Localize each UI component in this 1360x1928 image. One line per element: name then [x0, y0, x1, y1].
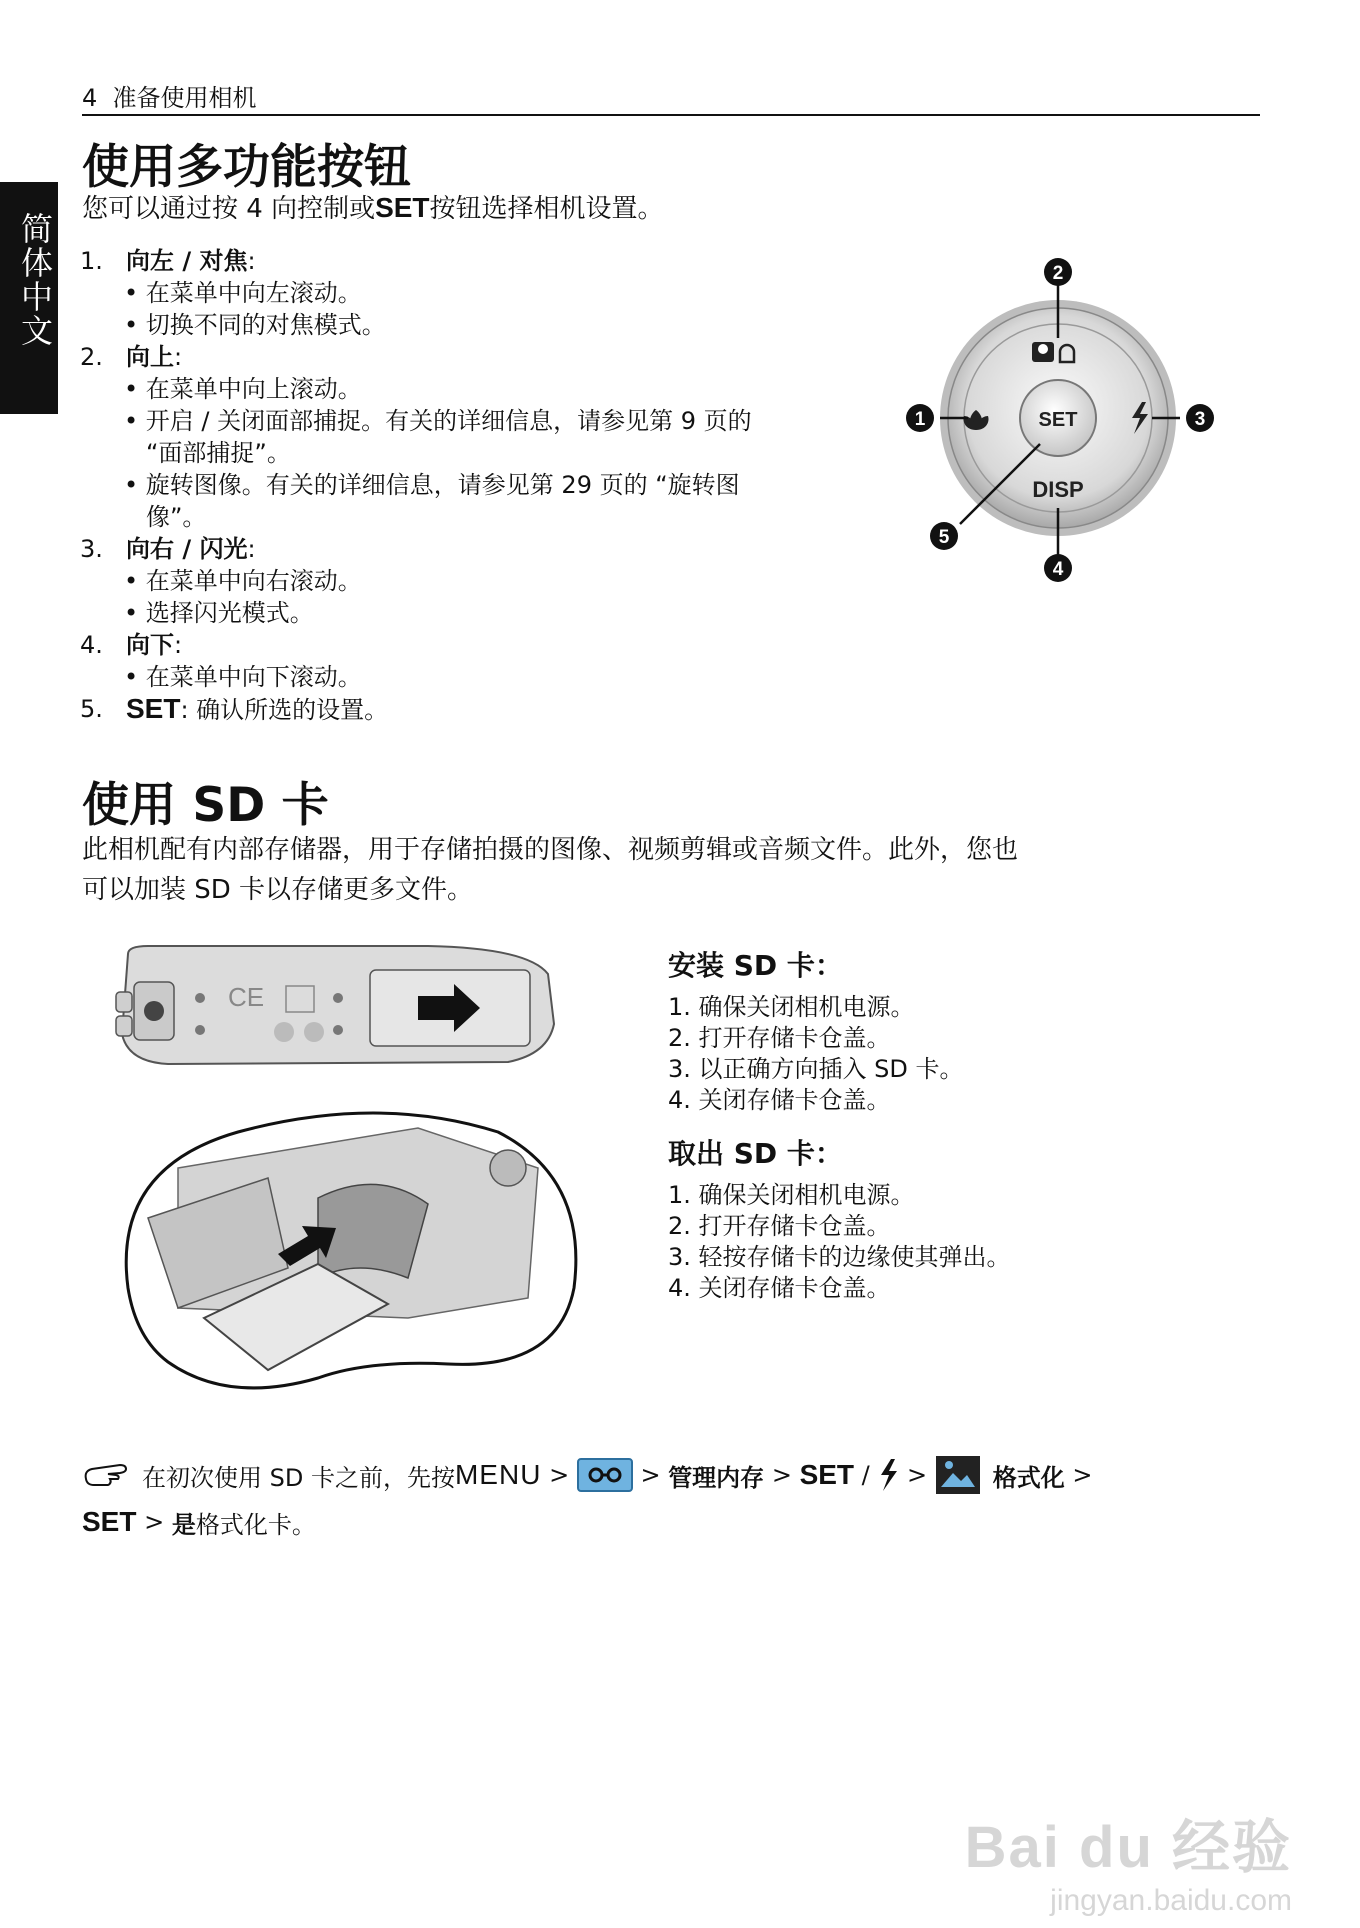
list-bullet: • 开启 / 关闭面部捕捉。有关的详细信息，请参见第 9 页的: [80, 405, 860, 437]
note-gt: >: [1064, 1461, 1093, 1489]
callout-badge-3: [1186, 404, 1214, 432]
note-gt: >: [764, 1461, 800, 1489]
remove-sd-block: [668, 1132, 1268, 1304]
install-step: 3. 以正确方向插入 SD 卡。: [668, 1055, 964, 1083]
item-head: 向左 / 对焦: [126, 247, 248, 275]
list-item: [80, 245, 860, 277]
sd-intro-line-2: 可以加装 SD 卡以存储更多文件。: [82, 875, 474, 905]
disp-label: DISP: [1032, 477, 1084, 502]
format-label: 格式化: [992, 1463, 1065, 1492]
language-label: 简体中文: [16, 212, 54, 348]
install-step: 4. 关闭存储卡仓盖。: [668, 1086, 891, 1114]
sd-intro-line-1: 此相机配有内部存储器，用于存储拍摄的图像、视频剪辑或音频文件。此外，您也: [82, 835, 1019, 865]
list-bullet-continuation: “面部捕捉”。: [146, 439, 291, 467]
list-bullet-continuation: 像”。: [146, 503, 207, 531]
item-head: 向上: [126, 343, 174, 371]
item-number: 3.: [80, 535, 103, 563]
svg-text:CE: CE: [228, 982, 265, 1012]
item-number: 1.: [80, 247, 103, 275]
item-colon: : 确认所选的设置。: [180, 696, 389, 724]
list-item: [80, 693, 860, 727]
item-colon: :: [174, 343, 183, 371]
pointing-hand-icon: [82, 1461, 132, 1489]
callout-badge-4: [1044, 554, 1072, 582]
item-head: 向右 / 闪光: [126, 535, 248, 563]
section-title-sd-card: 使用 SD 卡: [82, 778, 329, 833]
svg-text:5: 5: [938, 527, 950, 548]
sd-intro: [82, 830, 1262, 910]
list-bullet: • 在菜单中向左滚动。: [80, 277, 860, 309]
remove-step: 2. 打开存储卡仓盖。: [668, 1212, 891, 1240]
remove-step: 4. 关闭存储卡仓盖。: [668, 1274, 891, 1302]
flash-icon: [877, 1457, 899, 1493]
list-item: [80, 341, 860, 373]
setup-menu-icon: [577, 1458, 633, 1492]
list-bullet: • 在菜单中向下滚动。: [80, 661, 860, 693]
list-bullet: • 选择闪光模式。: [80, 597, 860, 629]
header-rule: [82, 114, 1260, 116]
button-function-list: [80, 245, 860, 727]
intro-text-a: 您可以通过按 4 向控制或: [82, 194, 376, 224]
chapter-title: 准备使用相机: [112, 84, 257, 112]
svg-text:4: 4: [1052, 559, 1064, 580]
install-steps: [668, 992, 1268, 1116]
callout-badge-5: [930, 522, 958, 550]
install-step: 2. 打开存储卡仓盖。: [668, 1024, 891, 1052]
remove-step: 3. 轻按存储卡的边缘使其弹出。: [668, 1243, 1011, 1271]
sd-card-insert-illustration: [118, 1108, 580, 1392]
item-colon: :: [247, 535, 256, 563]
menu-glyph: MENU: [454, 1459, 542, 1490]
page-number: 4: [82, 84, 98, 112]
svg-text:3: 3: [1194, 409, 1206, 430]
note-gt: >: [899, 1461, 935, 1489]
item-number: 2.: [80, 343, 103, 371]
baidu-watermark: [965, 1800, 1292, 1918]
set-button-label: SET: [1038, 409, 1078, 431]
item-colon: :: [174, 631, 183, 659]
confirm-yes-label: 是: [171, 1510, 196, 1539]
svg-text:2: 2: [1052, 263, 1064, 284]
note-slash: /: [854, 1461, 878, 1489]
remove-step: 1. 确保关闭相机电源。: [668, 1181, 915, 1209]
set-glyph: SET: [799, 1459, 855, 1490]
set-glyph: SET: [82, 1506, 137, 1537]
install-title: 安装 SD 卡：: [668, 949, 843, 982]
note-text-tail: 格式化卡。: [195, 1510, 316, 1539]
language-side-tab: [0, 182, 58, 414]
watermark-brand: Bai du 经验: [964, 1815, 1292, 1880]
note-gt: >: [632, 1461, 669, 1489]
callout-badge-2: [1044, 258, 1072, 286]
remove-title: 取出 SD 卡：: [668, 1137, 843, 1170]
manage-memory-label: 管理内存: [668, 1463, 765, 1492]
svg-text:1: 1: [914, 409, 926, 430]
list-bullet: • 切换不同的对焦模式。: [80, 309, 860, 341]
section-title-multifunction: 使用多功能按钮: [82, 140, 411, 195]
set-glyph: SET: [126, 693, 181, 724]
format-note: [82, 1452, 1282, 1544]
list-bullet: • 旋转图像。有关的详细信息，请参见第 29 页的 “旋转图: [80, 469, 860, 501]
item-head: 向下: [126, 631, 174, 659]
install-sd-block: [668, 944, 1268, 1116]
list-bullet: • 在菜单中向上滚动。: [80, 373, 860, 405]
remove-steps: [668, 1180, 1268, 1304]
list-item: [80, 533, 860, 565]
four-way-dial-diagram: [880, 252, 1240, 592]
item-colon: :: [247, 247, 256, 275]
note-gt: >: [541, 1461, 577, 1489]
install-step: 1. 确保关闭相机电源。: [668, 993, 915, 1021]
list-item: [80, 629, 860, 661]
intro-text-b: 按钮选择相机设置。: [429, 194, 664, 224]
note-gt: >: [136, 1508, 172, 1536]
list-bullet: • 在菜单中向右滚动。: [80, 565, 860, 597]
page-header: [82, 78, 257, 113]
item-number: 4.: [80, 631, 103, 659]
callout-badge-1: [906, 404, 934, 432]
set-glyph: SET: [375, 192, 430, 223]
note-text-1: 在初次使用 SD 卡之前，先按: [142, 1463, 455, 1492]
watermark-url: jingyan.baidu.com: [1050, 1884, 1292, 1917]
camera-bottom-view-illustration: [108, 944, 558, 1080]
item-number: 5.: [80, 695, 103, 723]
format-image-icon: [935, 1455, 981, 1495]
section-intro: [82, 188, 664, 229]
